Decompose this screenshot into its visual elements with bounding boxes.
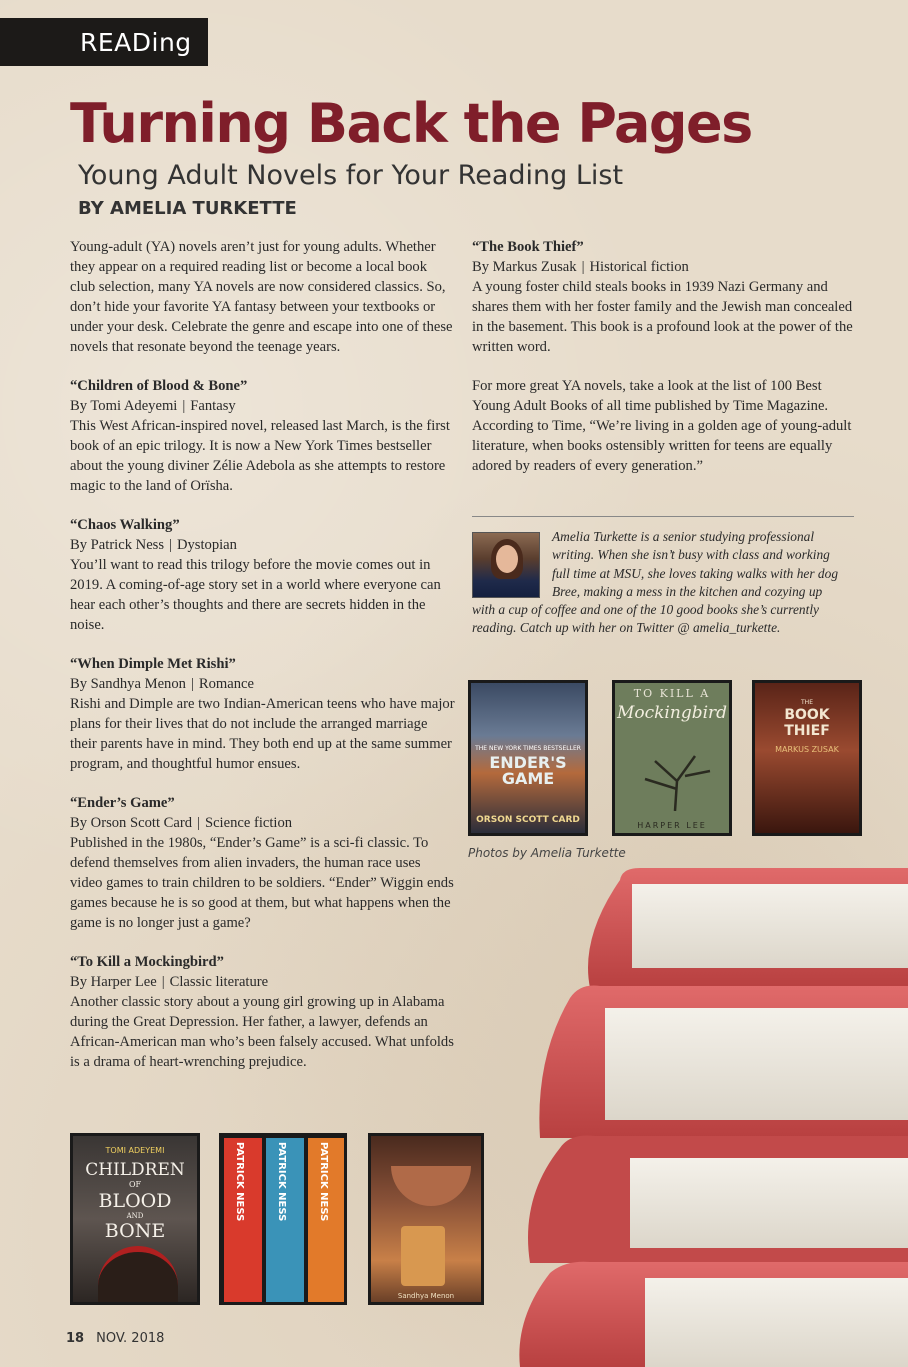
book-title: “To Kill a Mockingbird” <box>70 954 224 970</box>
book-author: By Markus Zusak <box>472 259 577 275</box>
book-genre: Fantasy <box>190 398 236 414</box>
closing-paragraph: For more great YA novels, take a look at the list of 100 Best Young Adult Books of all time published by Time Magazine. According to Time, “We’re living in a golden age of young-adult literature, when books ostensibly written for teens are equally adored by readers of every generation.” <box>472 378 852 474</box>
tree-illustration <box>625 731 725 811</box>
article-byline: BY AMELIA TURKETTE <box>78 198 297 219</box>
book-genre: Historical fiction <box>589 259 689 275</box>
cover-title: ENDER'S GAME <box>489 753 567 788</box>
cover-author: ORSON SCOTT CARD <box>476 815 580 825</box>
right-column <box>472 237 857 495</box>
cover-figure <box>98 1246 178 1305</box>
book-entry <box>70 515 455 635</box>
cover-title-2: OF <box>128 1180 142 1189</box>
book-meta <box>70 535 455 555</box>
intro-paragraph: Young-adult (YA) novels aren’t just for young adults. Whether they appear on a required reading list or become a local book club selection, many YA novels are now considered classics. So, don’t hide your favorite YA fantasy between your textbooks or under your desk. Celebrate the genre and escape into one of these novels that resonate beyond the teenage years. <box>70 239 453 355</box>
cover-author: TOMI ADEYEMI <box>105 1146 165 1155</box>
book-meta <box>70 396 455 416</box>
bio-text: Amelia Turkette is a senior studying professional writing. When she isn’t busy with class and working full time at MSU, she loves taking walks with her dog Bree, making a mess in the kitchen and cozying up with a cup of coffee and one of the 10 good books she’s currently reading. Catch up with her on Twitter @ amelia_turkette. <box>472 529 839 636</box>
cover-tagline: THE NEW YORK TIMES BESTSELLER <box>475 745 581 752</box>
issue-date: NOV. 2018 <box>96 1331 165 1346</box>
book-title: “Ender’s Game” <box>70 795 175 811</box>
book-description: Rishi and Dimple are two Indian-American teens who have major plans for their lives that do not include the arranged marriage their parents have in mind. They both end up at the same summer program, and thoughtful humor ensues. <box>70 696 455 772</box>
cover-author: Sandhya Menon <box>397 1292 455 1300</box>
book-entry <box>472 237 857 357</box>
book-description: You’ll want to read this trilogy before the movie comes out in 2019. A coming-of-age story set in a world where everyone can hear each other’s thoughts and there are secrets hidden in the noise. <box>70 557 441 633</box>
enders-game-cover <box>468 680 588 836</box>
separator: | <box>161 974 165 990</box>
cover-author: MARKUS ZUSAK <box>775 745 839 754</box>
book-meta <box>70 674 455 694</box>
book-title: “When Dimple Met Rishi” <box>70 656 236 672</box>
when-dimple-met-rishi-cover <box>368 1133 484 1305</box>
cover-cup <box>401 1226 445 1286</box>
cover-title-3: THIEF <box>784 723 830 739</box>
book-description: A young foster child steals books in 1939 Nazi Germany and shares them with her foster family and the Jewish man concealed in the basement. This book is a profound look at the power of the written word. <box>472 279 853 355</box>
book-meta <box>472 257 857 277</box>
book-entry <box>70 952 455 1072</box>
book-title: “Chaos Walking” <box>70 517 180 533</box>
book-genre: Romance <box>198 676 254 692</box>
separator: | <box>190 676 194 692</box>
children-of-blood-cover <box>70 1133 200 1305</box>
book-genre: Science fiction <box>204 815 293 831</box>
cover-title-main: Mockingbird <box>616 703 728 723</box>
page-footer <box>66 1331 164 1346</box>
book-meta <box>70 813 455 833</box>
book-author: By Tomi Adeyemi <box>70 398 178 414</box>
book-thief-cover <box>752 680 862 836</box>
section-label: READing <box>0 18 208 66</box>
separator: | <box>169 537 172 553</box>
page-number: 18 <box>66 1331 85 1346</box>
spine-text: PATRICK NESS <box>276 1142 287 1222</box>
article-subtitle: Young Adult Novels for Your Reading List <box>78 160 624 191</box>
spine-text: PATRICK NESS <box>318 1142 329 1222</box>
cover-title-1: THE <box>801 699 813 706</box>
book-genre: Classic literature <box>169 974 269 990</box>
chaos-walking-covers <box>219 1133 347 1305</box>
cover-title-5: BONE <box>104 1220 166 1242</box>
article-title: Turning Back the Pages <box>70 92 752 155</box>
left-column <box>70 237 455 1091</box>
separator: | <box>581 259 585 275</box>
cover-face <box>391 1166 471 1206</box>
book-author: By Patrick Ness <box>70 537 165 553</box>
divider <box>472 516 854 517</box>
book-stack-illustration <box>510 868 908 1367</box>
book-author: By Harper Lee <box>70 974 157 990</box>
book-entry <box>70 654 455 774</box>
photo-credit: Photos by Amelia Turkette <box>468 846 626 860</box>
spine-text: PATRICK NESS <box>234 1142 245 1222</box>
cover-title-top: TO KILL A <box>633 687 711 700</box>
book-description: Another classic story about a young girl growing up in Alabama during the Great Depression. Her father, a lawyer, defends an African-American man who’s been falsely accused. What unfolds is a drama of heart-wrenching prejudice. <box>70 994 454 1070</box>
cover-author: HARPER LEE <box>637 821 707 830</box>
book-author: By Orson Scott Card <box>70 815 193 831</box>
cover-title-4: AND <box>126 1212 144 1220</box>
cover-title-2: BOOK <box>784 707 830 723</box>
book-author: By Sandhya Menon <box>70 676 186 692</box>
book-entry <box>70 793 455 933</box>
book-title: “Children of Blood & Bone” <box>70 378 248 394</box>
separator: | <box>197 815 200 831</box>
book-meta <box>70 972 455 992</box>
cover-title-1: CHILDREN <box>85 1160 185 1180</box>
book-title: “The Book Thief” <box>472 239 584 255</box>
book-description: Published in the 1980s, “Ender’s Game” is a sci-fi classic. To defend themselves from alien invaders, the human race uses video games to train children to be soldiers. “Ender” Wiggin ends games because he is so good at them, but what happens when the game is no longer just a game? <box>70 835 454 931</box>
author-bio <box>472 528 842 638</box>
book-description: This West African-inspired novel, released last March, is the first book of an epic trilogy. It is now a New York Times bestseller about the young diviner Zélie Adebola as she attempts to restore magic to the land of Orïsha. <box>70 418 450 494</box>
book-genre: Dystopian <box>176 537 237 553</box>
separator: | <box>182 398 186 414</box>
mockingbird-cover <box>612 680 732 836</box>
book-entry <box>70 376 455 496</box>
cover-title-3: BLOOD <box>98 1190 172 1212</box>
